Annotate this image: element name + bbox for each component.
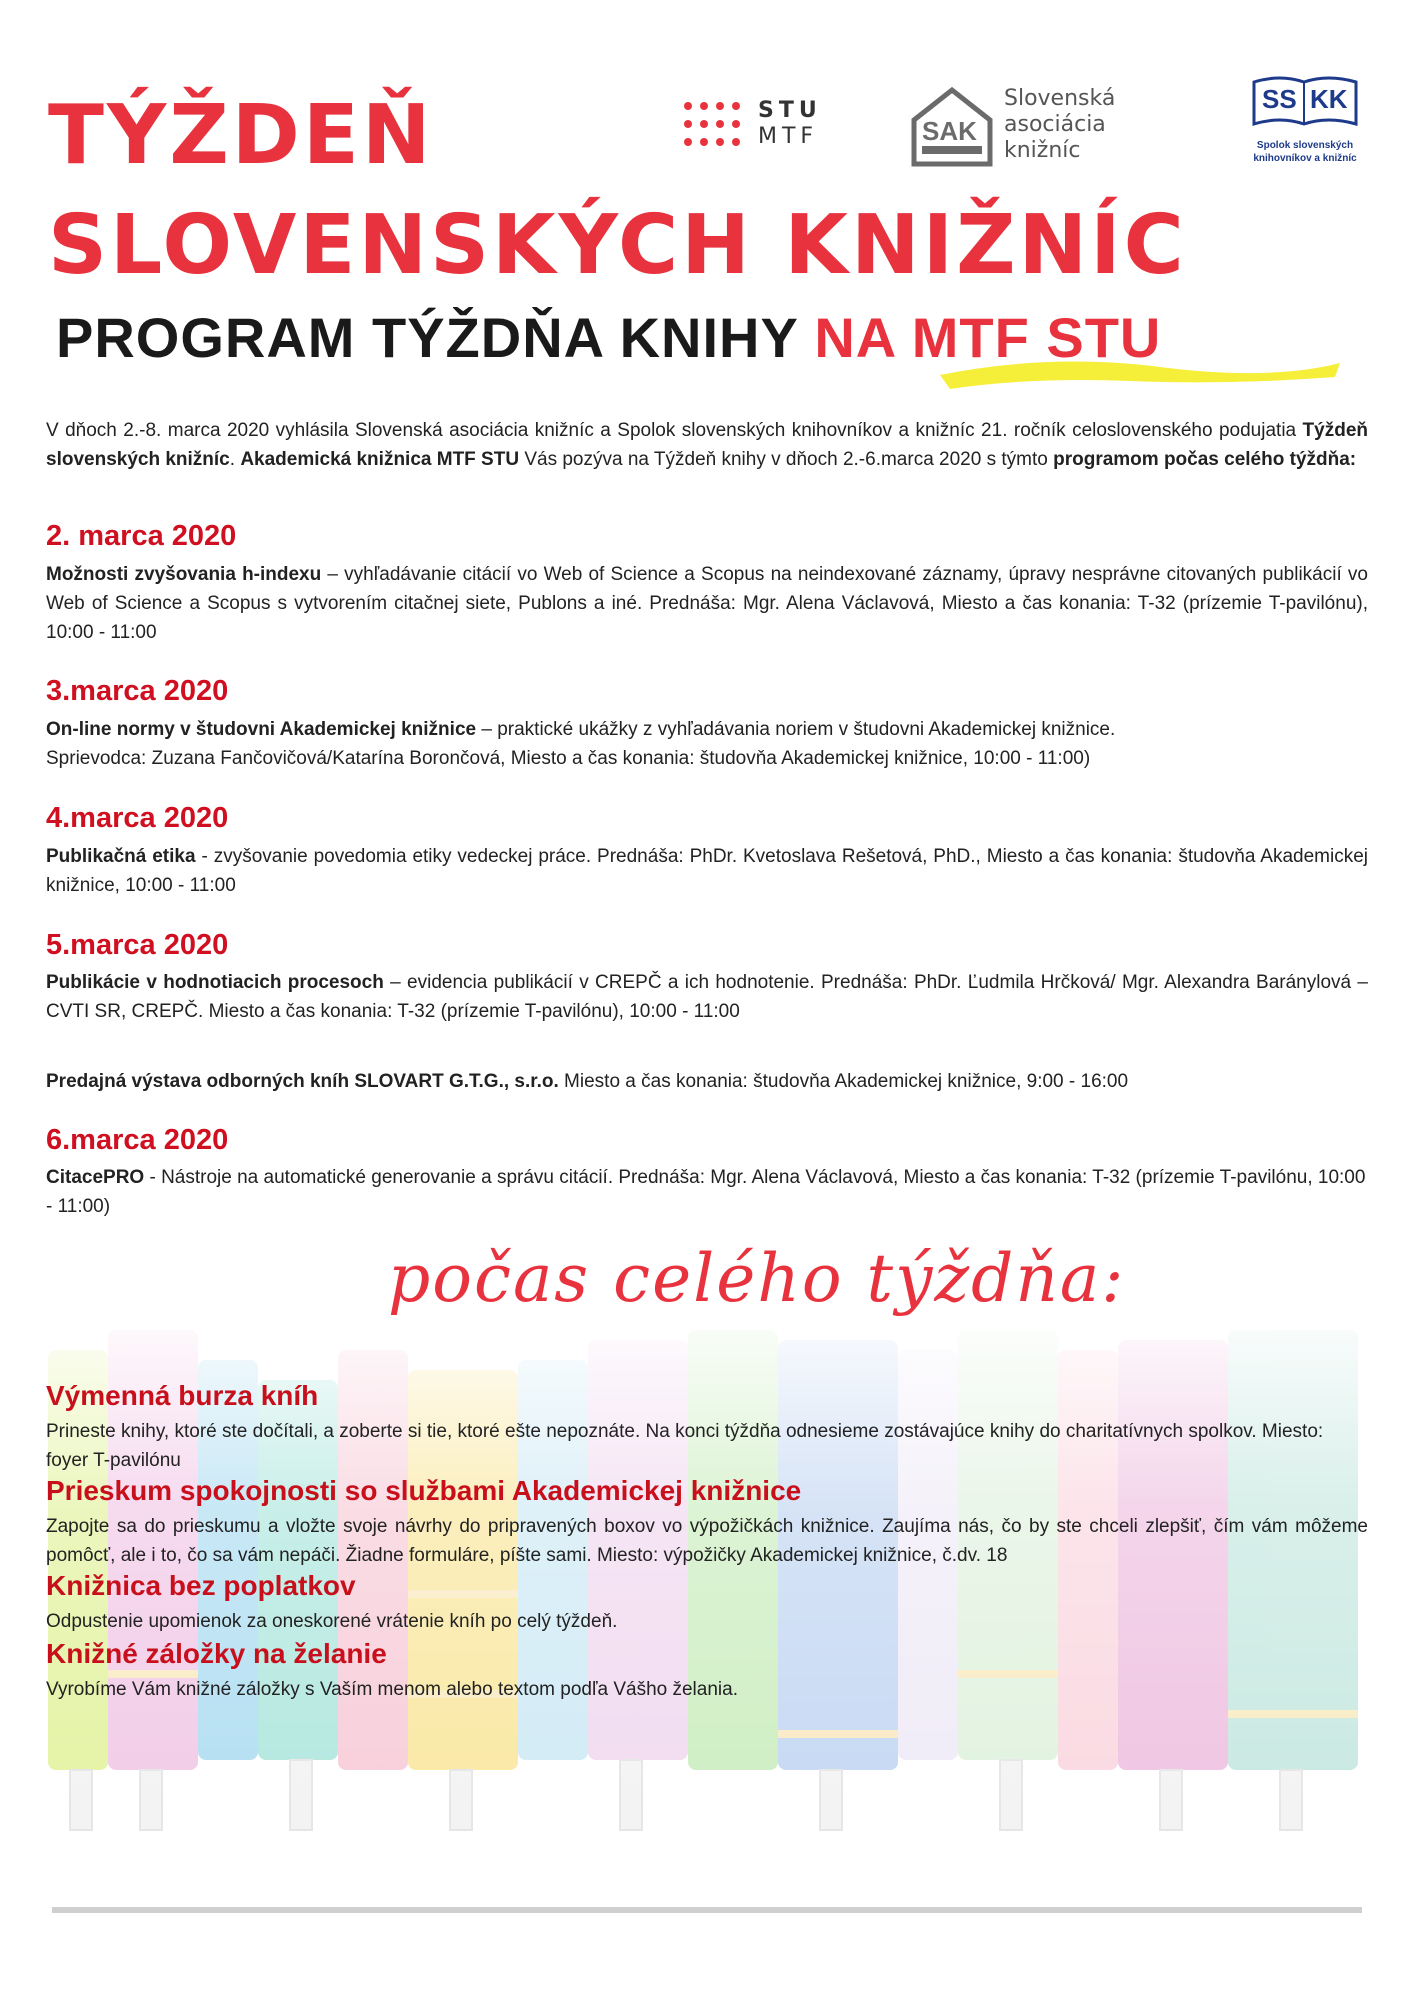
stu-mtf-logo [680,98,830,154]
sak-name-line2: asociácia [1004,112,1106,137]
stu-dots-icon [680,98,750,154]
intro-text-2: . [229,449,241,470]
event-text: – praktické ukážky z vyhľadávania noriem v študovni Akademickej knižnice. [476,719,1116,740]
event-text-2: Sprievodca: Zuzana Fančovičová/Katarína Borončová, Miesto a čas konania: študovňa Akademickej knižnice, 10:00 - 11:00) [46,748,1091,769]
event-text: – vyhľadávanie citácií vo Web of Science a Scopus na neindexované záznamy, úpravy nesprávne citovaných publikácií vo Web of Science a Scopus s vytvorením citačnej siete, Publons a iné. Prednáša: Mgr. Alena Václavová, Miesto a čas konania: T-32 (prízemie T-pavilónu), 10:00 - 11:00 [46,564,1368,643]
stu-text: STU [758,98,822,123]
week-item-text: Vyrobíme Vám knižné záložky s Vaším menom alebo textom podľa Vášho želania. [46,1679,738,1700]
sskk-name-line1: Spolok slovenských [1256,140,1354,151]
sskk-abbr-left: SS [1262,84,1297,114]
week-item-title: Knižné záložky na želanie [46,1638,387,1669]
subtitle-main: PROGRAM TÝŽDŇA KNIHY [56,306,815,369]
sak-name-line3: knižníc [1004,138,1081,163]
intro-paragraph [46,416,1368,474]
intro-bold-3: programom počas celého týždňa: [1053,449,1357,470]
bottom-divider [52,1907,1362,1913]
intro-bold-1: Týždeň slovenských knižníc [46,420,1368,470]
sak-name-line1: Slovenská [1004,86,1116,111]
event-title: Publikačná etika [46,846,196,867]
sskk-book-icon [1240,74,1370,134]
week-item-title: Výmenná burza kníh [46,1380,319,1411]
event-title: Možnosti zvyšovania h-indexu [46,564,322,585]
intro-bold-2: Akademická knižnica MTF STU [240,449,520,470]
sskk-name-line2: knihovníkov a knižníc [1253,153,1357,164]
event-description [46,715,1368,773]
main-title-line1: TÝŽDEŇ [48,88,434,183]
event-date: 4.marca 2020 [46,802,229,834]
sak-logo [908,84,1138,170]
event-title: Publikácie v hodnotiacich procesoch [46,972,384,993]
week-item-text: Odpustenie upomienok za oneskorené vrátenie kníh po celý týždeň. [46,1611,618,1632]
event-date: 2. marca 2020 [46,520,237,552]
main-title-line2: SLOVENSKÝCH KNIŽNÍC [48,198,1187,293]
week-item-text: Prineste knihy, ktoré ste dočítali, a zoberte si tie, ktoré ešte nepoznáte. Na konci týždňa odnesieme zostávajúce knihy do charitatívnych spolkov. Miesto: foyer T-pavilónu [46,1421,1324,1471]
event-date: 6.marca 2020 [46,1124,229,1156]
event-date: 3.marca 2020 [46,675,229,707]
event-description [46,1163,1368,1221]
event-text: - zvyšovanie povedomia etiky vedeckej práce. Prednáša: PhDr. Kvetoslava Rešetová, PhD., Miesto a čas konania: študovňa Akademickej knižnice, 10:00 - 11:00 [46,846,1368,896]
event-text: - Nástroje na automatické generovanie a správu citácií. Prednáša: Mgr. Alena Václavová, Miesto a čas konania: T-32 (prízemie T-pavilónu, 10:00 - 11:00) [46,1167,1366,1217]
event-date: 5.marca 2020 [46,929,229,961]
event-title: CitacePRO [46,1167,145,1188]
week-heading: počas celého týždňa: [388,1240,1126,1317]
week-item-title: Knižnica bez poplatkov [46,1570,356,1601]
event-title: On-line normy v študovni Akademickej knižnice [46,719,477,740]
event-text: – evidencia publikácií v CREPČ a ich hodnotenie. Prednáša: PhDr. Ľudmila Hrčková/ Mgr. Alexandra Baránylová – CVTI SR, CREPČ. Miesto a čas konania: T-32 (prízemie T-pavilónu), 10:00 - 11:00 [46,972,1368,1022]
sskk-logo [1240,74,1370,174]
subtitle-highlight: NA MTF STU [814,306,1162,369]
sskk-abbr-right: KK [1310,84,1348,114]
week-item-text: Zapojte sa do prieskumu a vložte svoje návrhy do pripravených boxov vo výpožičkách knižnice. Zaujíma nás, čo by ste chceli zlepšiť, čím vám môžeme pomôcť, ale i to, čo sa vám nepáči. Žiadne formuláre, píšte sami. Miesto: výpožičky Akademickej knižnice, č.dv. 18 [46,1516,1368,1566]
intro-text-3: Vás pozýva na Týždeň knihy v dňoch 2.-6.marca 2020 s týmto [519,449,1054,470]
mtf-text: MTF [758,124,819,149]
event-description [46,560,1368,647]
event-text-2: Miesto a čas konania: študovňa Akademickej knižnice, 9:00 - 16:00 [558,1071,1129,1092]
event-description-extra [46,1067,1368,1096]
event-title-2: Predajná výstava odborných kníh SLOVART G.T.G., s.r.o. [46,1071,559,1092]
week-item-title: Prieskum spokojnosti so službami Akademickej knižnice [46,1475,802,1506]
sak-abbr: SAK [922,116,977,146]
event-description [46,968,1368,1026]
subtitle [56,305,1161,370]
intro-text-1: V dňoch 2.-8. marca 2020 vyhlásila Slovenská asociácia knižníc a Spolok slovenských knihovníkov a knižníc 21. ročník celoslovenského podujatia [46,420,1303,441]
event-description [46,842,1368,900]
